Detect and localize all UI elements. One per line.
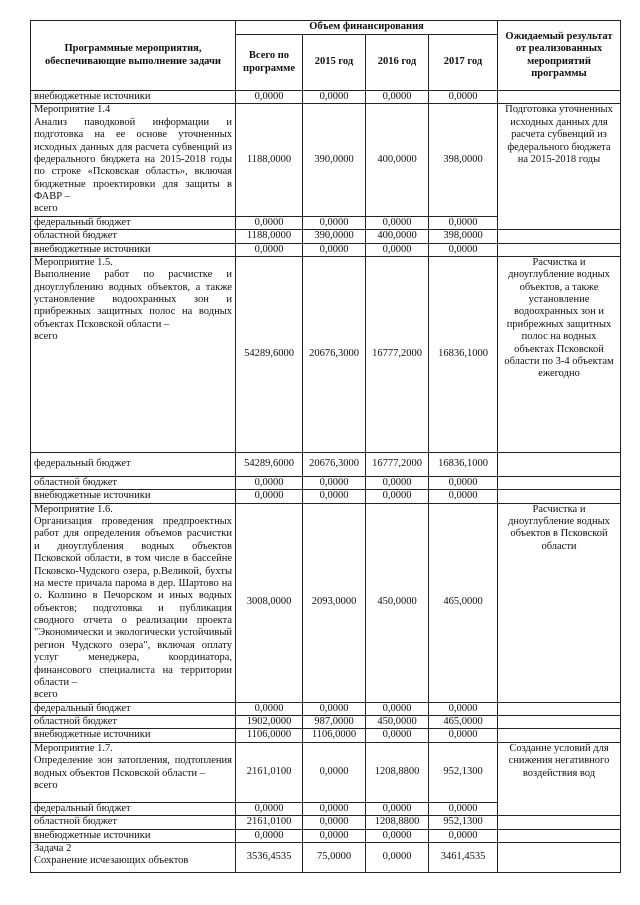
expected-result: Подготовка уточненных исходных данных для расчета субвенций из федерального бюджета на 2015-2018 годы xyxy=(498,104,621,230)
table-row: внебюджетные источники 0,0000 0,0000 0,0000 0,0000 xyxy=(31,243,621,256)
activity-description: Определение зон затопления, подтопления водных объектов Псковской области – xyxy=(34,755,232,779)
header-activities: Программные мероприятия, обеспечивающие выполнение задачи xyxy=(31,21,236,91)
activity-description: Выполнение работ по расчистке и дноуглублению водных объектов, а также установление водоохранных зон и прибрежных защитных полос на водных объектах Псковской области – xyxy=(34,269,232,330)
table-row: внебюджетные источники 0,0000 0,0000 0,0000 0,0000 xyxy=(31,91,621,104)
expected-result: Расчистка и дноуглубление водных объектов в Псковской области xyxy=(498,503,621,702)
expected-result: Создание условий для снижения негативного воздействия вод xyxy=(498,742,621,815)
task-cell xyxy=(31,842,236,872)
activity-row: Мероприятие 1.5. Выполнение работ по расчистке и дноуглублению водных объектов, а также установление водоохранных зон и прибрежных защитных полос на водных объектах Псковской области – всего 54289,6000 20676,3000 16777,2000 16836,1000 Расчистка и дноуглубление водных объектов, а также установление водоохранных зон и прибрежных защитных полос на водных объектах Псковской области по 3-4 объектам ежегодно xyxy=(31,256,621,452)
header-row-1 xyxy=(31,21,621,35)
activity-description: Организация проведения предпроектных работ для определения объемов расчистки и дноуглубления водных объектов Псковской области, в том числе в бассейне Псковско-Чудского озера, р.Великой, бухты на месте причала парома в дер. Шартово на о. Колпино в Печорском и иных водных объектов; подготовка и публикация сводного отчета о реализации проекта "Экономически и экологически устойчивый регион Чудского озера", включая оплату услуг менеджера, координатора, финансового специалиста на территории области – xyxy=(34,516,232,688)
table-row: областной бюджет 0,0000 0,0000 0,0000 0,0000 xyxy=(31,476,621,489)
activity-title: Мероприятие 1.4 xyxy=(34,104,111,116)
table-row: федеральный бюджет 0,0000 0,0000 0,0000 0,0000 xyxy=(31,702,621,715)
table-row: областной бюджет 1902,0000 987,0000 450,0000 465,0000 xyxy=(31,716,621,729)
table-row: федеральный бюджет 0,0000 0,0000 0,0000 0,0000 xyxy=(31,216,621,229)
task-total: 3536,4535 xyxy=(236,842,303,872)
table-row: внебюджетные источники 1106,0000 1106,0000 0,0000 0,0000 xyxy=(31,729,621,742)
header-2016: 2016 год xyxy=(366,35,429,91)
activity-total: 1188,0000 xyxy=(236,104,303,216)
activity-cell xyxy=(31,742,236,802)
table-row: федеральный бюджет 0,0000 0,0000 0,0000 0,0000 xyxy=(31,802,621,815)
table-row: федеральный бюджет 54289,6000 20676,3000 16777,2000 16836,1000 xyxy=(31,452,621,476)
activity-total-label: всего xyxy=(34,779,58,791)
table-row: областной бюджет 2161,0100 0,0000 1208,8800 952,1300 xyxy=(31,816,621,829)
table-row: областной бюджет 1188,0000 390,0000 400,0000 398,0000 xyxy=(31,230,621,243)
table-row: внебюджетные источники 0,0000 0,0000 0,0000 0,0000 xyxy=(31,829,621,842)
task-description: Сохранение исчезающих объектов xyxy=(34,855,189,867)
activity-cell xyxy=(31,503,236,702)
activity-row: Мероприятие 1.4 Анализ паводковой информации и подготовка на ее основе уточненных исходных данных для расчета субвенций из федерального бюджета на 2015-2018 годы по строке «Псковская область», включая бюджетные проектировки для защиты в ФАВР – всего 1188,0000 390,0000 400,0000 398,0000 Подготовка уточненных исходных данных для расчета субвенций из федерального бюджета на 2015-2018 годы xyxy=(31,104,621,216)
header-funding-group: Объем финансирования xyxy=(236,21,498,35)
header-expected-result: Ожидаемый результат от реализованных мероприятий программы xyxy=(498,21,621,91)
activity-total: 54289,6000 xyxy=(236,256,303,452)
activity-total-label: всего xyxy=(34,689,58,701)
activity-title: Мероприятие 1.7. xyxy=(34,742,113,754)
activity-total-label: всего xyxy=(34,331,58,343)
task-row: Задача 2 Сохранение исчезающих объектов 3536,4535 75,0000 0,0000 3461,4535 xyxy=(31,842,621,872)
header-total: Всего по программе xyxy=(236,35,303,91)
expected-result: Расчистка и дноуглубление водных объектов, а также установление водоохранных зон и прибрежных защитных полос на водных объектах Псковской области по 3-4 объектам ежегодно xyxy=(498,256,621,452)
activity-title: Мероприятие 1.5. xyxy=(34,256,113,268)
header-2015: 2015 год xyxy=(303,35,366,91)
activity-row: Мероприятие 1.7. Определение зон затопления, подтопления водных объектов Псковской области – всего 2161,0100 0,0000 1208,8800 952,1300 Создание условий для снижения негативного воздействия вод xyxy=(31,742,621,802)
table-row: внебюджетные источники 0,0000 0,0000 0,0000 0,0000 xyxy=(31,490,621,503)
task-title: Задача 2 xyxy=(34,842,72,854)
document-page xyxy=(30,20,620,873)
activity-total: 3008,0000 xyxy=(236,503,303,702)
activity-total-label: всего xyxy=(34,203,58,215)
header-2017: 2017 год xyxy=(429,35,498,91)
activity-row: Мероприятие 1.6. Организация проведения предпроектных работ для определения объемов расчистки и дноуглубления водных объектов Псковской области, в том числе в бассейне Псковско-Чудского озера, р.Великой, бухты на месте причала парома в дер. Шартово на о. Колпино в Печорском и иных водных объектов; подготовка и публикация сводного отчета о реализации проекта "Экономически и экологически устойчивый регион Чудского озера", включая оплату услуг менеджера, координатора, финансового специалиста на территории области – всего 3008,0000 2093,0000 450,0000 465,0000 Расчистка и дноуглубление водных объектов в Псковской области xyxy=(31,503,621,702)
activity-total: 2161,0100 xyxy=(236,742,303,802)
funding-table xyxy=(30,20,621,873)
activity-cell xyxy=(31,104,236,216)
activity-description: Анализ паводковой информации и подготовка на ее основе уточненных исходных данных для расчета субвенций из федерального бюджета на 2015-2018 годы по строке «Псковская область», включая бюджетные проектировки для защиты в ФАВР – xyxy=(34,116,232,202)
activity-cell xyxy=(31,256,236,452)
activity-title: Мероприятие 1.6. xyxy=(34,503,113,515)
